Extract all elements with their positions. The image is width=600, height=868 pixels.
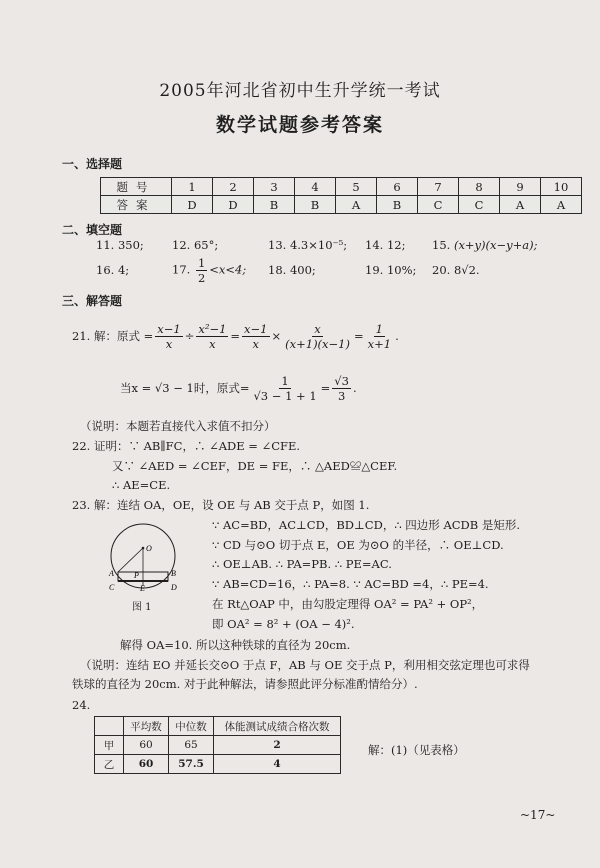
fill-item-16: 16. 4; [96, 263, 130, 277]
q24-answer: 解：(1)（见表格） [368, 743, 465, 757]
table-cell: C [418, 196, 459, 214]
fill-item-15: 15. (x+y)(x−y+a); [432, 238, 538, 252]
q21-evaluation: 当x = √3 − 1时，原式= $\frac{1}{√3 - 1 + 1}$ = $\frac{√3}{3}$ . [120, 374, 357, 403]
fill-item-17: 17. $\frac{1}{2}$ <x<4; [172, 256, 247, 285]
q23-line7: 即 OA² = 8² + (OA − 4)². [212, 617, 355, 631]
table-cell: A [500, 196, 541, 214]
label-b: B [171, 569, 176, 578]
table-cell: A [541, 196, 582, 214]
table-header: 平均数 [124, 717, 169, 736]
table-row [101, 178, 582, 196]
q23-line3: ∵ CD 与⊙O 切于点 E，OE 为⊙O 的半径，∴ OE⊥CD. [212, 538, 504, 552]
fill-item-12: 12. 65°; [172, 238, 219, 252]
table-cell: 60 [124, 755, 169, 774]
table-header: 体能测试成绩合格次数 [214, 717, 341, 736]
table-row [95, 717, 341, 736]
table-header [95, 717, 124, 736]
table-cell: B [295, 196, 336, 214]
table-row [95, 755, 341, 774]
q23-line2: ∵ AC=BD，AC⊥CD，BD⊥CD，∴ 四边形 ACDB 是矩形. [212, 518, 521, 532]
q23-line8: 解得 OA=10. 所以这种铁球的直径为 20cm. [120, 638, 351, 652]
table-cell: 5 [336, 178, 377, 196]
table-cell: 乙 [95, 755, 124, 774]
table-cell: 4 [295, 178, 336, 196]
label-e: E [140, 584, 145, 593]
label-d: D [171, 583, 177, 592]
table-cell: 2 [213, 178, 254, 196]
table-cell: 65 [169, 736, 214, 755]
section-heading-choice: 一、选择题 [62, 157, 123, 171]
table-cell: 1 [172, 178, 213, 196]
q23-note1: （说明：连结 EO 并延长交⊙O 于点 F，AB 与 OE 交于点 P，利用相交弦定理也可求得 [80, 658, 530, 672]
section-heading-fill: 二、填空题 [62, 223, 123, 237]
figure-caption: 图 1 [132, 602, 152, 613]
q23-line5: ∵ AB=CD=16，∴ PA=8. ∵ AC=BD =4，∴ PE=4. [212, 577, 489, 591]
q24-table [94, 716, 341, 774]
table-cell: B [254, 196, 295, 214]
choice-answer-table [100, 177, 582, 214]
table-header: 中位数 [169, 717, 214, 736]
table-cell: 4 [214, 755, 341, 774]
q22-line2: 又∵ ∠AED = ∠CEF，DE = FE，∴ △AED≌△CEF. [112, 459, 398, 473]
fill-item-11: 11. 350; [96, 238, 144, 252]
row-label-answer: 答案 [101, 196, 172, 214]
table-cell: 8 [459, 178, 500, 196]
q21-note: （说明：本题若直接代入求值不扣分） [80, 419, 276, 433]
section-heading-solve: 三、解答题 [62, 294, 123, 308]
page-title: 2005年河北省初中生升学统一考试 [159, 81, 441, 101]
q22-line3: ∴ AE=CE. [112, 478, 171, 492]
q23-note2: 铁球的直径为 20cm. 对于此种解法，请参照此评分标准酌情给分）. [72, 677, 418, 691]
row-label-number: 题号 [101, 178, 172, 196]
table-cell: 9 [500, 178, 541, 196]
fill-item-14: 14. 12; [365, 238, 406, 252]
table-row [101, 196, 582, 214]
table-cell: 10 [541, 178, 582, 196]
fill-item-18: 18. 400; [268, 263, 316, 277]
q23-line6: 在 Rt△OAP 中，由勾股定理得 OA² = PA² + OP²， [212, 597, 484, 611]
fill-item-13: 13. 4.3×10⁻⁵; [268, 238, 348, 252]
table-cell: D [172, 196, 213, 214]
label-o: O [146, 544, 152, 553]
q22-line1: 22. 证明：∵ AB∥FC，∴ ∠ADE = ∠CFE. [72, 439, 301, 453]
table-cell: C [459, 196, 500, 214]
table-cell: D [213, 196, 254, 214]
table-cell: 3 [254, 178, 295, 196]
label-c: C [109, 583, 115, 592]
table-cell: 2 [214, 736, 341, 755]
page-subtitle: 数学试题参考答案 [215, 114, 384, 136]
table-cell: 57.5 [169, 755, 214, 774]
fill-item-19: 19. 10%; [365, 263, 417, 277]
q21-expression: 21. 解：原式 = $\frac{x-1}{x}$ ÷ $\frac{\text{x²−1}}{x}$ = $\frac{x-1}{x}$ × $\frac{x}{(x+1)(x-1)}$ = $\frac{1}{x+1}$ . [72, 322, 399, 351]
table-cell: 6 [377, 178, 418, 196]
fill-item-20: 20. 8√2. [432, 263, 480, 277]
q23-line1: 23. 解：连结 OA，OE，设 OE 与 AB 交于点 P，如图 1. [72, 498, 370, 512]
label-p: P [134, 571, 139, 580]
table-cell: B [377, 196, 418, 214]
q24-number: 24. [72, 698, 91, 712]
page-number: ~17~ [520, 808, 556, 822]
table-cell: 60 [124, 736, 169, 755]
table-cell: A [336, 196, 377, 214]
label-a: A [109, 569, 114, 578]
table-cell: 7 [418, 178, 459, 196]
table-row [95, 736, 341, 755]
q23-line4: ∴ OE⊥AB. ∴ PA=PB. ∴ PE=AC. [212, 557, 392, 571]
table-cell: 甲 [95, 736, 124, 755]
